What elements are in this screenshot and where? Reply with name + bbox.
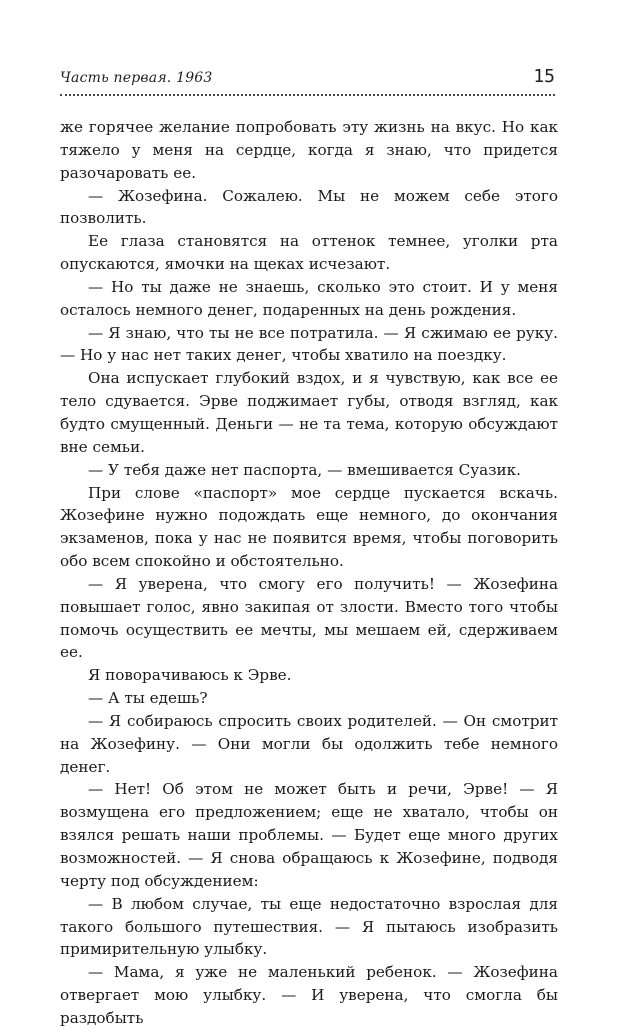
paragraph: же горячее желание попробовать эту жизнь на вкус. Но как тяжело у меня на сердце, когда я знаю, что придется разочаровать ее. — [60, 118, 558, 182]
paragraph: — Нет! Об этом не может быть и речи, Эрве! — Я возмущена его предложением; еще не хватало, чтобы он взялся решать наши проблемы. — Будет еще много других возможностей. — Я снова обращаюсь к Жозефине, подводя черту под обсуждением: — [60, 780, 558, 890]
paragraph: — Но ты даже не знаешь, сколько это стоит. И у меня осталось немного денег, подаренных на день рождения. — [60, 277, 558, 319]
paragraph: — Мама, я уже не маленький ребенок. — Жозефина отвергает мою улыбку. — И уверена, что смогла бы раздобыть — [60, 963, 558, 1027]
paragraph: — В любом случае, ты еще недостаточно взрослая для такого большого путешествия. — Я пытаюсь изобразить примирительную улыбку. — [60, 894, 558, 959]
paragraph: Я поворачиваюсь к Эрве. — [88, 666, 292, 685]
paragraph: — Жозефина. Сожалею. Мы не можем себе этого позволить. — [60, 186, 558, 228]
paragraph: — Я уверена, что смогу его получить! — Жозефина повышает голос, явно закипая от злости. Вместо того чтобы помочь осуществить ее мечты, мы мешаем ей, сдерживаем ее. — [60, 574, 558, 662]
body-text — [60, 116, 558, 1030]
paragraph: Она испускает глубокий вздох, и я чувствую, как все ее тело сдувается. Эрве поджимает губы, отводя взгляд, как будто смущенный. Деньги — не та тема, которую обсуждают вне семьи. — [60, 369, 558, 456]
paragraph: Ее глаза становятся на оттенок темнее, уголки рта опускаются, ямочки на щеках исчезают. — [60, 232, 558, 274]
paragraph: — А ты едешь? — [88, 689, 208, 708]
page-number: 15 — [533, 66, 555, 87]
page-header — [60, 66, 555, 88]
paragraph: — Я знаю, что ты не все потратила. — Я сжимаю ее руку. — Но у нас нет таких денег, чтобы хватило на поездку. — [60, 323, 558, 365]
header-dotted-rule — [60, 94, 555, 96]
paragraph: — У тебя даже нет паспорта, — вмешивается Суазик. — [88, 460, 521, 479]
running-head: Часть первая. 1963 — [60, 70, 213, 86]
paragraph: При слове «паспорт» мое сердце пускается вскачь. Жозефине нужно подождать еще немного, до окончания экзаменов, пока у нас не появится время, чтобы поговорить обо всем спокойно и обстоятельно. — [60, 483, 558, 571]
paragraph: — Я собираюсь спросить своих родителей. — Он смотрит на Жозефину. — Они могли бы одолжить тебе немного денег. — [60, 711, 558, 776]
